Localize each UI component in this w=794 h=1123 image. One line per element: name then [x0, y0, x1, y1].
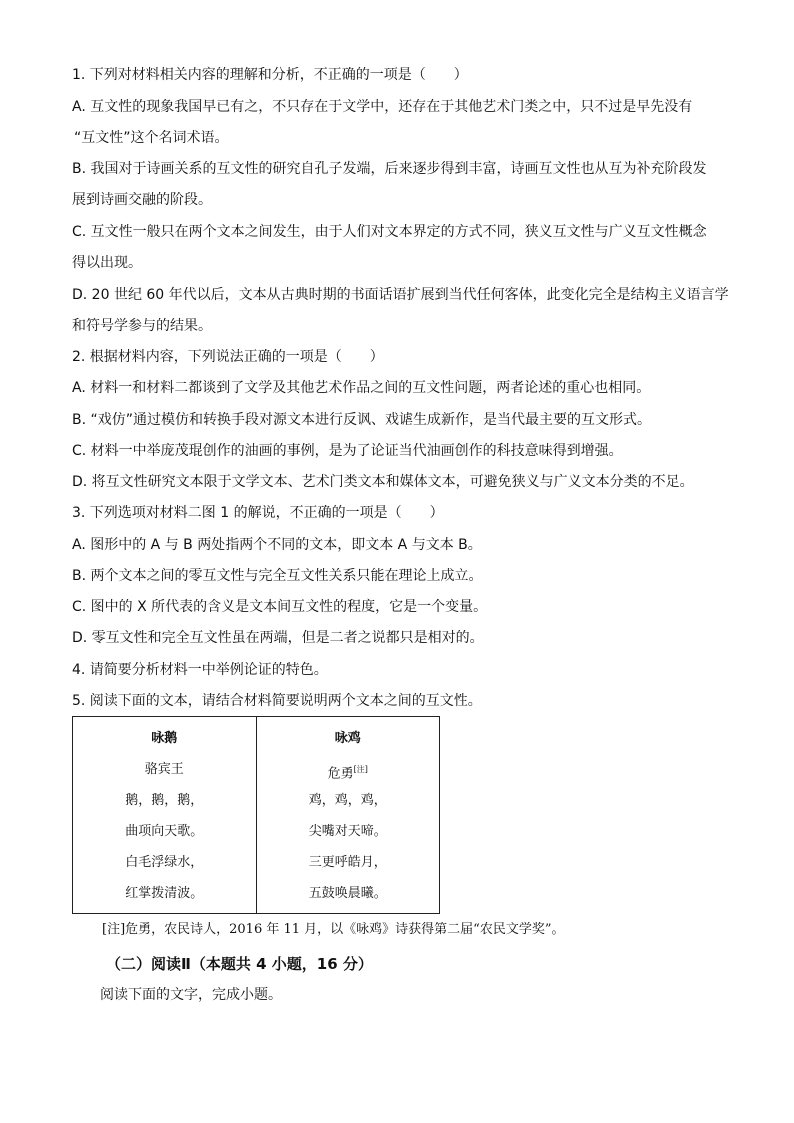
poem-left-verse-1: 鹅，鹅，鹅，	[125, 793, 204, 808]
question-5: 5. 阅读下面的文本，请结合材料简要说明两个文本之间的互文性。	[72, 693, 482, 709]
option-3c: C. 图中的 X 所代表的含义是文本间互文性的程度，它是一个变量。	[72, 599, 488, 615]
option-3a: A. 图形中的 A 与 B 两处指两个不同的文本，即文本 A 与文本 B。	[72, 537, 482, 553]
option-2a: A. 材料一和材料二都谈到了文学及其他艺术作品之间的互文性问题，两者论述的重心也相同。	[72, 380, 651, 396]
poem-comparison-table	[72, 716, 440, 914]
poem-left-title: 咏鹅	[151, 731, 178, 746]
question-2-stem: 2. 根据材料内容，下列说法正确的一项是（ ）	[72, 349, 384, 365]
poem-right-verse-2: 尖嘴对天啼。	[308, 824, 387, 839]
option-3d: D. 零互文性和完全互文性虽在两端，但是二者之说都只是相对的。	[72, 630, 484, 646]
poem-left-author: 骆宾王	[144, 762, 184, 777]
poem-left-verse-4: 红掌拨清波。	[125, 886, 204, 901]
option-1a: A. 互文性的现象我国早已有之，不只存在于文学中，还存在于其他艺术门类之中，只不过是早先没有	[72, 99, 693, 115]
question-1-stem: 1. 下列对材料相关内容的理解和分析，不正确的一项是（ ）	[72, 67, 468, 83]
poem-left	[73, 717, 256, 913]
option-1b: B. 我国对于诗画关系的互文性的研究自孔子发端，后来逐步得到丰富，诗画互文性也从互为补充阶段发	[72, 161, 707, 177]
question-3-stem: 3. 下列选项对材料二图 1 的解说，不正确的一项是（ ）	[72, 505, 444, 521]
option-1d-cont: 和符号学参与的结果。	[72, 318, 212, 334]
poem-right-note-marker: [注]	[353, 765, 368, 774]
poem-right-verse-4: 五鼓唤晨曦。	[308, 886, 387, 901]
section-title: （二）阅读Ⅱ（本题共 4 小题，16 分）	[106, 955, 373, 973]
option-1c: C. 互文性一般只在两个文本之间发生，由于人们对文本界定的方式不同，狭义互文性与广义互文性概念	[72, 224, 707, 240]
footnote: [注]危勇，农民诗人，2016 年 11 月，以《咏鸡》诗获得第二届“农民文学奖”。	[102, 922, 565, 937]
option-3b: B. 两个文本之间的零互文性与完全互文性关系只能在理论上成立。	[72, 568, 483, 584]
option-1d: D. 20 世纪 60 年代以后，文本从古典时期的书面话语扩展到当代任何客体，此变化完全是结构主义语言学	[72, 287, 729, 303]
poem-left-verse-2: 曲项向天歌。	[125, 824, 204, 839]
option-1a-cont: “互文性”这个名词术语。	[74, 130, 229, 146]
poem-right	[256, 717, 440, 913]
question-4: 4. 请简要分析材料一中举例论证的特色。	[72, 662, 328, 678]
poem-right-verse-3: 三更呼皓月，	[308, 855, 387, 870]
option-2d: D. 将互文性研究文本限于文学文本、艺术门类文本和媒体文本，可避免狭义与广义文本分类的不足。	[72, 474, 694, 490]
option-1b-cont: 展到诗画交融的阶段。	[72, 192, 212, 208]
poem-right-title: 咏鸡	[334, 731, 361, 746]
poem-right-verse-1: 鸡，鸡，鸡，	[308, 793, 387, 808]
instruction: 阅读下面的文字，完成小题。	[100, 987, 282, 1003]
poem-right-author: 危勇	[327, 766, 354, 782]
option-2b: B. “戏仿”通过模仿和转换手段对源文本进行反讽、戏谑生成新作，是当代最主要的互文形式。	[72, 412, 652, 428]
poem-left-verse-3: 白毛浮绿水，	[125, 855, 204, 870]
poem-right-author-line	[257, 762, 440, 782]
option-1c-cont: 得以出现。	[72, 255, 142, 271]
option-2c: C. 材料一中举庞茂琨创作的油画的事例，是为了论证当代油画创作的科技意味得到增强。	[72, 443, 623, 459]
